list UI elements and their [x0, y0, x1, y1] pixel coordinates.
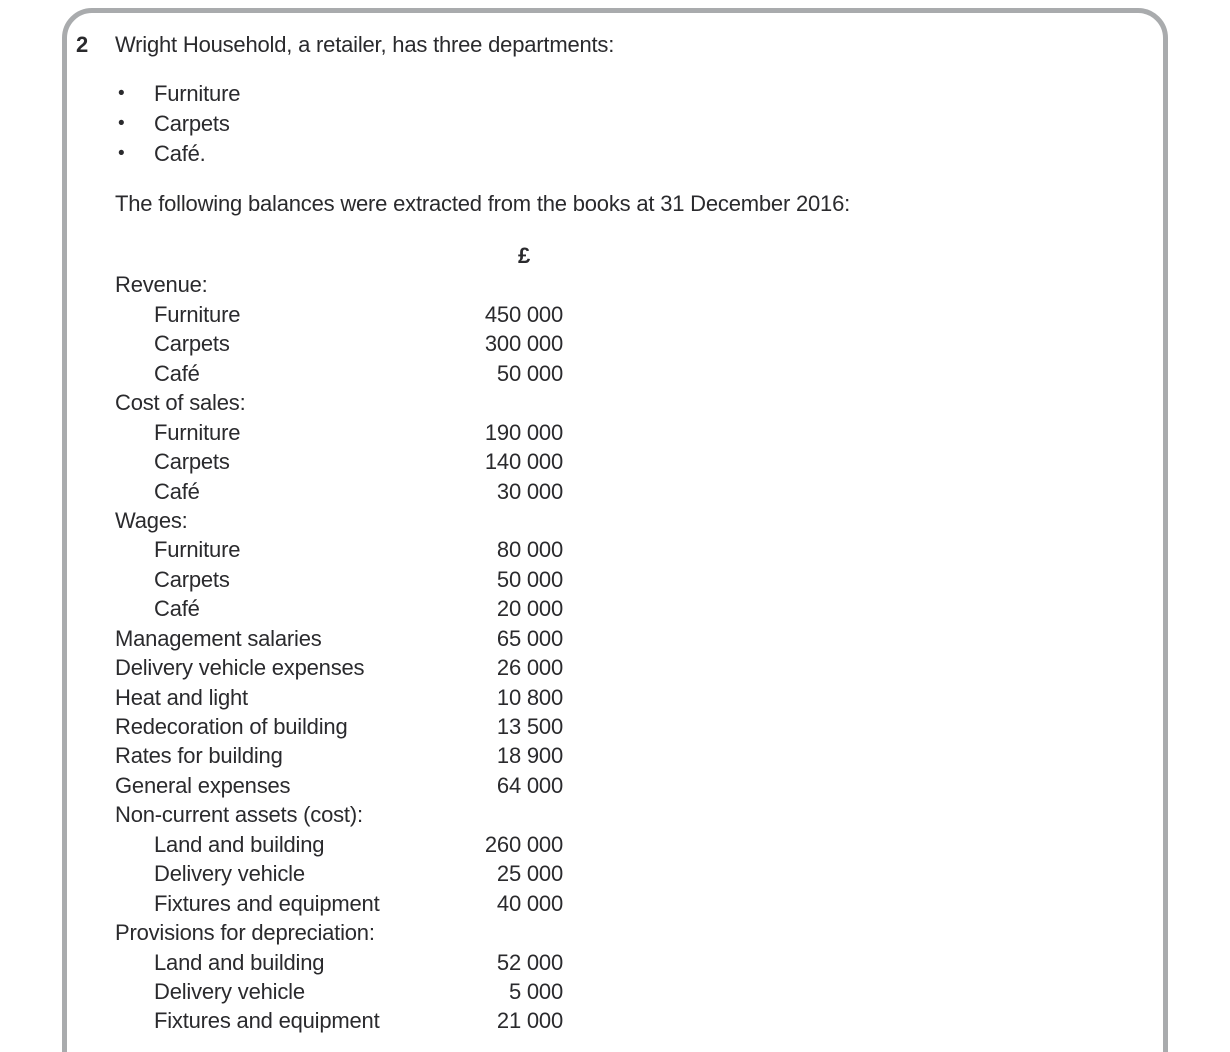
table-row [115, 300, 895, 329]
row-label: Furniture [154, 419, 241, 445]
table-row [115, 918, 895, 947]
row-value: 21 000 [496, 1008, 563, 1034]
bullet-icon: • [118, 83, 125, 104]
table-row [115, 506, 895, 535]
bullet-item [115, 139, 240, 169]
row-value: 260 000 [484, 831, 563, 857]
row-value: 64 000 [496, 772, 563, 798]
row-label: Café [154, 596, 200, 622]
row-label: Furniture [154, 301, 241, 327]
row-value: 50 000 [496, 566, 563, 592]
currency-header-row [115, 241, 895, 270]
table-row [115, 565, 895, 594]
table-row [115, 859, 895, 888]
table-row [115, 948, 895, 977]
row-label: Land and building [154, 949, 325, 975]
row-value: 50 000 [496, 360, 563, 386]
bullet-icon: • [118, 143, 125, 164]
table-row [115, 889, 895, 918]
question-text: Wright Household, a retailer, has three departments: [115, 32, 615, 57]
row-label: Delivery vehicle expenses [115, 655, 365, 681]
table-row [115, 771, 895, 800]
row-label: Delivery vehicle [154, 861, 305, 887]
intro-text: The following balances were extracted from the books at 31 December 2016: [115, 191, 851, 216]
table-row [115, 741, 895, 770]
row-label: Non-current assets (cost): [115, 802, 363, 828]
row-value: 450 000 [484, 301, 563, 327]
table-row [115, 1006, 895, 1035]
department-bullet-list [115, 79, 240, 169]
bullet-label: Carpets [154, 111, 230, 136]
row-label: Carpets [154, 331, 230, 357]
table-row [115, 624, 895, 653]
row-label: Fixtures and equipment [154, 1008, 380, 1034]
row-value: 140 000 [484, 449, 563, 475]
row-label: Cost of sales: [115, 390, 246, 416]
table-row [115, 447, 895, 476]
row-label: Revenue: [115, 272, 208, 298]
row-value: 26 000 [496, 655, 563, 681]
row-label: Wages: [115, 507, 188, 533]
row-label: Redecoration of building [115, 714, 348, 739]
row-value: 10 800 [496, 684, 563, 710]
row-value: 80 000 [496, 537, 563, 563]
row-value: 190 000 [484, 419, 563, 445]
table-row [115, 830, 895, 859]
row-value: 5 000 [508, 978, 563, 1004]
row-label: Furniture [154, 537, 241, 563]
row-label: Café [154, 478, 200, 504]
row-label: Rates for building [115, 743, 283, 769]
row-label: Delivery vehicle [154, 978, 305, 1004]
row-value: 20 000 [496, 596, 563, 622]
row-value: 30 000 [496, 478, 563, 504]
table-row [115, 683, 895, 712]
row-label: Café [154, 360, 200, 386]
table-row [115, 477, 895, 506]
bullet-item [115, 109, 240, 139]
row-label: Provisions for depreciation: [115, 920, 375, 946]
row-value: 13 500 [496, 714, 563, 739]
row-value: 300 000 [484, 331, 563, 357]
row-label: General expenses [115, 772, 291, 798]
bullet-label: Furniture [154, 81, 241, 106]
table-row [115, 359, 895, 388]
table-row [115, 712, 895, 741]
table-row [115, 653, 895, 682]
table-row [115, 418, 895, 447]
row-label: Heat and light [115, 684, 248, 710]
row-label: Fixtures and equipment [154, 890, 380, 916]
row-value: 40 000 [496, 890, 563, 916]
table-row [115, 535, 895, 564]
currency-header: £ [517, 243, 530, 268]
table-row [115, 800, 895, 829]
row-value: 65 000 [496, 625, 563, 651]
question-number: 2 [76, 32, 89, 57]
row-label: Land and building [154, 831, 325, 857]
row-label: Management salaries [115, 625, 322, 651]
table-row [115, 270, 895, 299]
row-label: Carpets [154, 449, 230, 475]
row-value: 18 900 [496, 743, 563, 769]
row-value: 52 000 [496, 949, 563, 975]
balances-table [115, 241, 895, 1036]
table-row [115, 594, 895, 623]
table-row [115, 977, 895, 1006]
table-row [115, 329, 895, 358]
row-value: 25 000 [496, 861, 563, 887]
bullet-label: Café. [154, 141, 206, 166]
bullet-item [115, 79, 240, 109]
row-label: Carpets [154, 566, 230, 592]
table-row [115, 388, 895, 417]
bullet-icon: • [118, 113, 125, 134]
